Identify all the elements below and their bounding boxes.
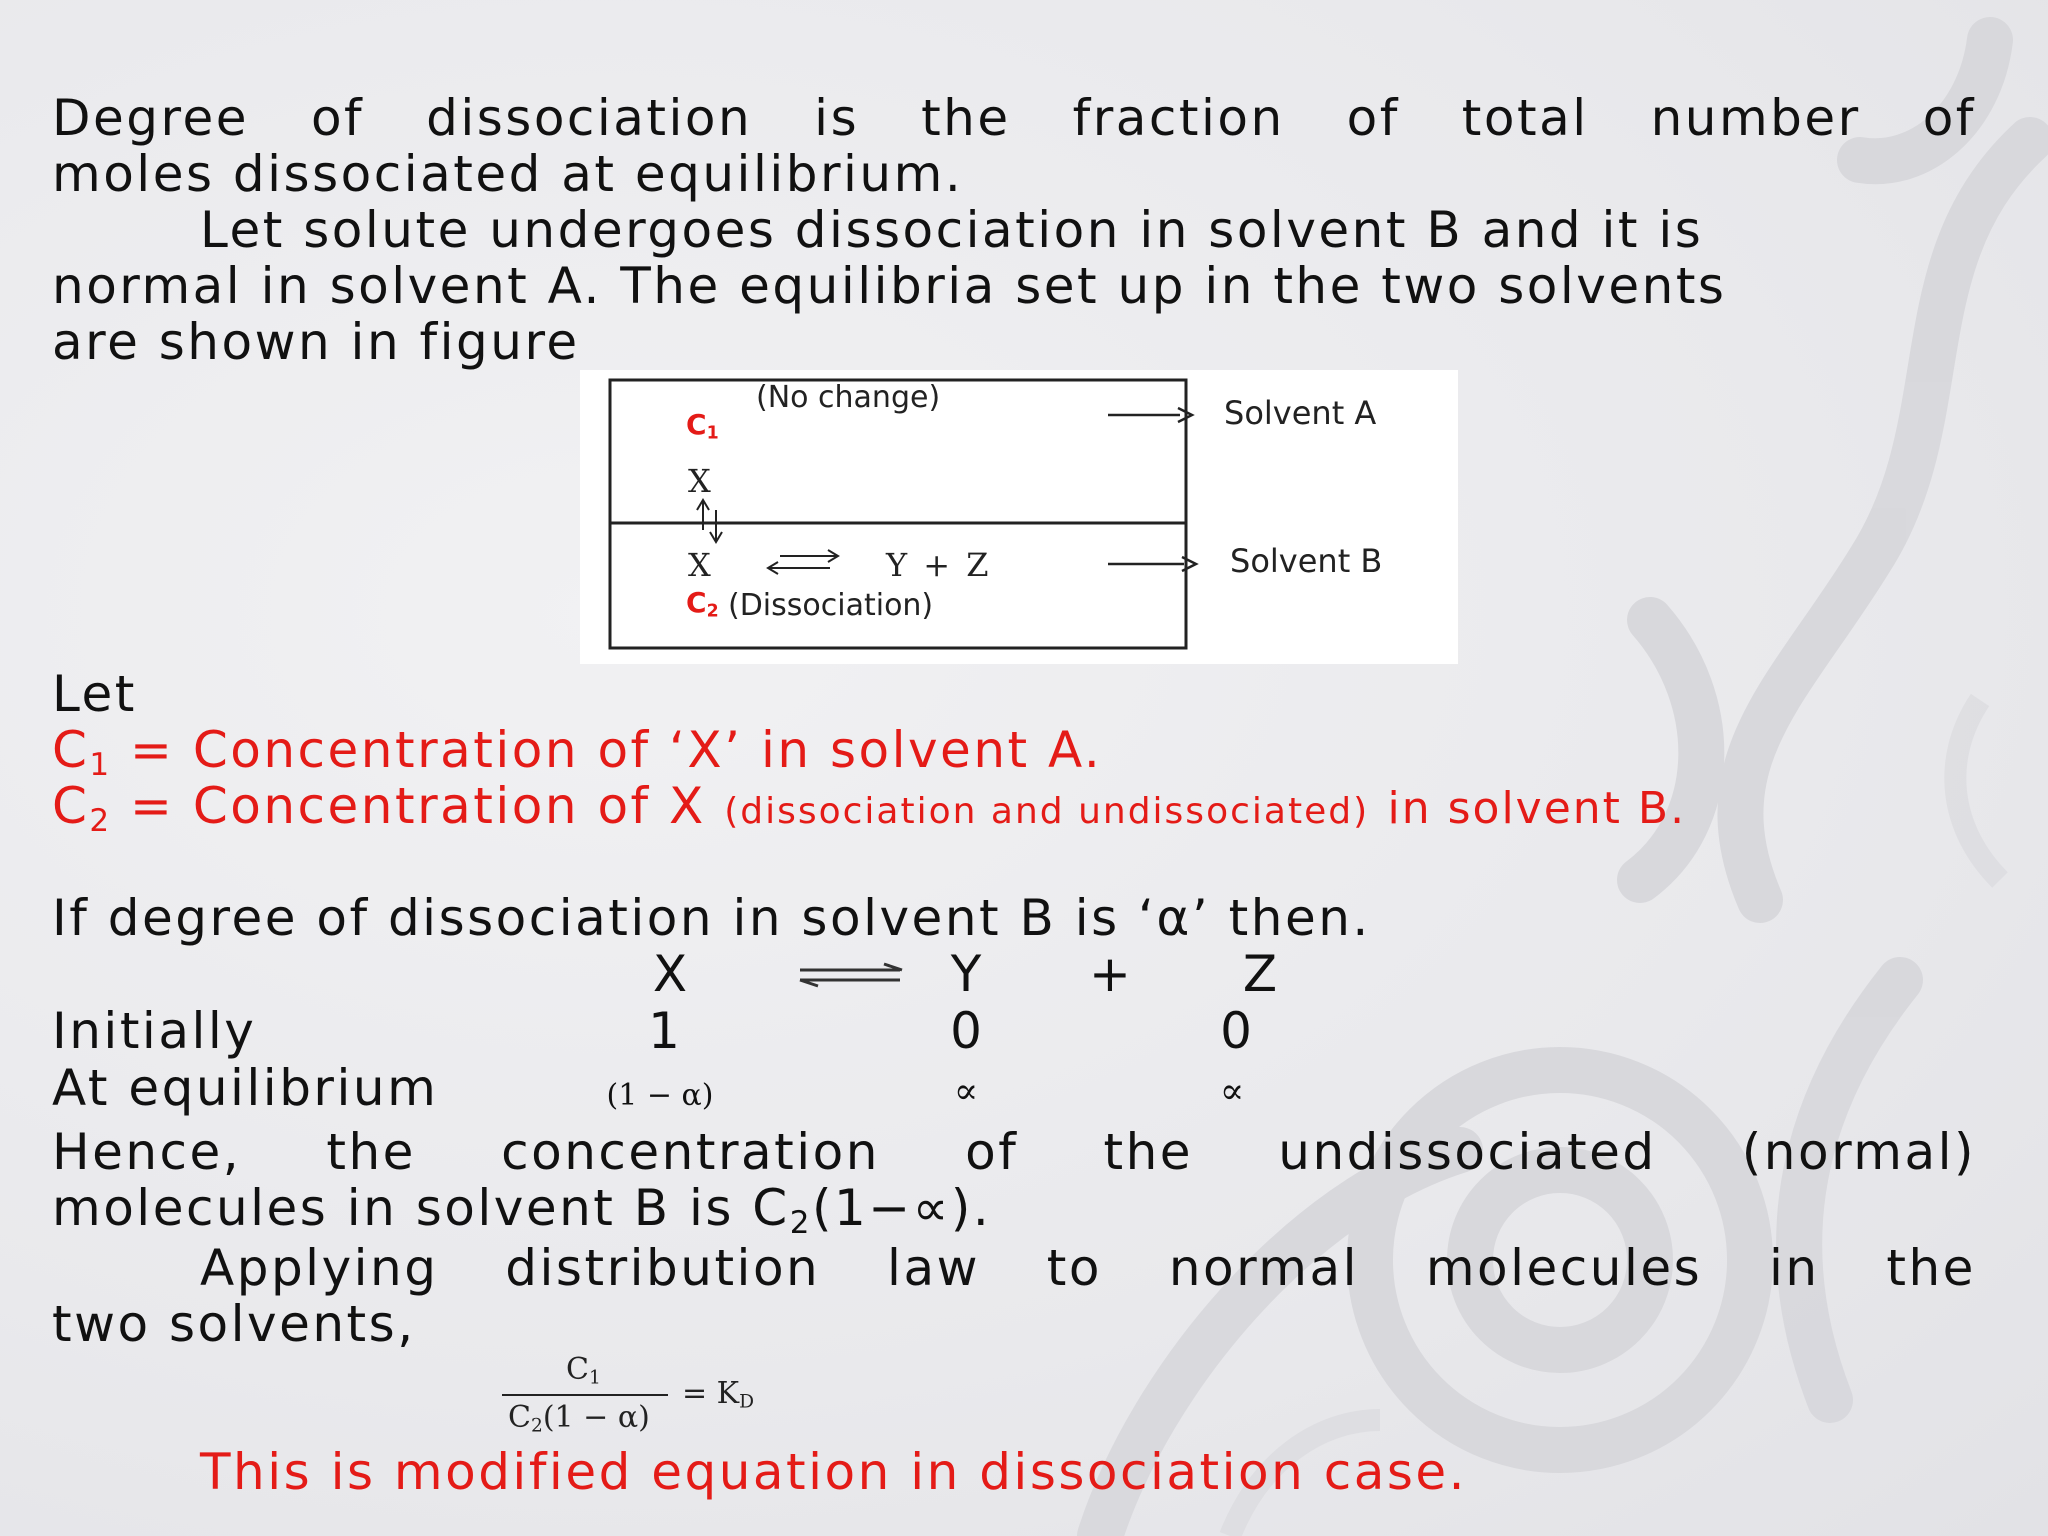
dissociation-label: (Dissociation) xyxy=(728,588,934,623)
equilibrium-y: ∝ xyxy=(953,1071,979,1112)
equilibrium-intro: If degree of dissociation in solvent B is ‘α’ then. xyxy=(52,889,1371,947)
word: number xyxy=(1650,89,1861,147)
formula-denominator: $C_2(1 - \alpha)$ xyxy=(508,1400,650,1437)
intro-line-2: moles dissociated at equilibrium. xyxy=(52,145,964,203)
word: Applying xyxy=(200,1239,439,1297)
word: Hence, xyxy=(52,1123,242,1181)
initially-label: Initially xyxy=(52,1002,257,1060)
intro-line-3: Let solute undergoes dissociation in solvent B and it is xyxy=(200,201,1704,259)
species-x: X xyxy=(652,945,688,1003)
initial-z: 0 xyxy=(1220,1002,1252,1060)
intro-line-5: are shown in figure xyxy=(52,313,580,371)
word: the xyxy=(921,89,1011,147)
equilibrium-label: At equilibrium xyxy=(52,1059,439,1117)
initial-y: 0 xyxy=(950,1002,982,1060)
word: total xyxy=(1461,89,1589,147)
species-plus: + xyxy=(1089,945,1131,1003)
word: the xyxy=(326,1123,416,1181)
species-z: Z xyxy=(1242,945,1278,1003)
word: of xyxy=(310,89,365,147)
fraction-bar xyxy=(502,1394,668,1396)
hence-line xyxy=(52,1124,1976,1180)
word: of xyxy=(1922,89,1976,147)
solvent-figure xyxy=(580,370,1458,664)
solvent-b-label: Solvent B xyxy=(1230,542,1383,580)
word: the xyxy=(1103,1123,1194,1181)
initial-x: 1 xyxy=(648,1002,680,1060)
formula-kd: = $K_D$ xyxy=(682,1376,755,1413)
word: the xyxy=(1886,1239,1976,1297)
two-solvents-line: two solvents, xyxy=(52,1295,416,1353)
equilibrium-x: (1 − α) xyxy=(606,1078,714,1113)
no-change-label: (No change) xyxy=(756,380,941,415)
figure-products: Y + Z xyxy=(886,546,992,584)
figure-x-bottom: X xyxy=(688,546,711,584)
word: dissociation xyxy=(426,89,753,147)
word: is xyxy=(814,89,860,147)
final-note: This is modified equation in dissociation case. xyxy=(200,1443,1468,1501)
definition-c2: $C_2$ = Concentration of X (dissociation and undissociated) in solvent B. xyxy=(52,777,1687,839)
figure-x-top: X xyxy=(688,462,711,500)
word: of xyxy=(965,1123,1019,1181)
word: undissociated xyxy=(1278,1123,1657,1181)
figure-c2-label: $C_2$ xyxy=(686,586,719,622)
word: normal xyxy=(1168,1239,1360,1297)
equilibrium-z: ∝ xyxy=(1219,1071,1245,1112)
word: of xyxy=(1346,89,1400,147)
formula-numerator: $C_1$ xyxy=(566,1352,601,1389)
word: distribution xyxy=(505,1239,821,1297)
equilibrium-arrow-icon xyxy=(796,962,906,988)
let-label: Let xyxy=(52,665,137,723)
intro-line-1 xyxy=(52,90,1976,146)
applying-line xyxy=(200,1240,1976,1296)
species-y: Y xyxy=(950,945,982,1003)
word: (normal) xyxy=(1741,1123,1976,1181)
word: concentration xyxy=(501,1123,880,1181)
word: Degree xyxy=(52,89,249,147)
molecules-line: molecules in solvent B is $C_2(1-\propto)$. xyxy=(52,1179,992,1241)
figure-c1-label: $C_1$ xyxy=(686,408,719,444)
word: fraction xyxy=(1072,89,1285,147)
word: molecules xyxy=(1425,1239,1703,1297)
solvent-b-arrowhead-icon xyxy=(1182,557,1196,571)
solvent-a-label: Solvent A xyxy=(1224,394,1377,432)
intro-line-4: normal in solvent A. The equilibria set up in the two solvents xyxy=(52,257,1727,315)
word: to xyxy=(1046,1239,1102,1297)
word: law xyxy=(887,1239,980,1297)
word: in xyxy=(1768,1239,1820,1297)
definition-c1: $C_1$ = Concentration of ‘X’ in solvent A. xyxy=(52,721,1103,783)
